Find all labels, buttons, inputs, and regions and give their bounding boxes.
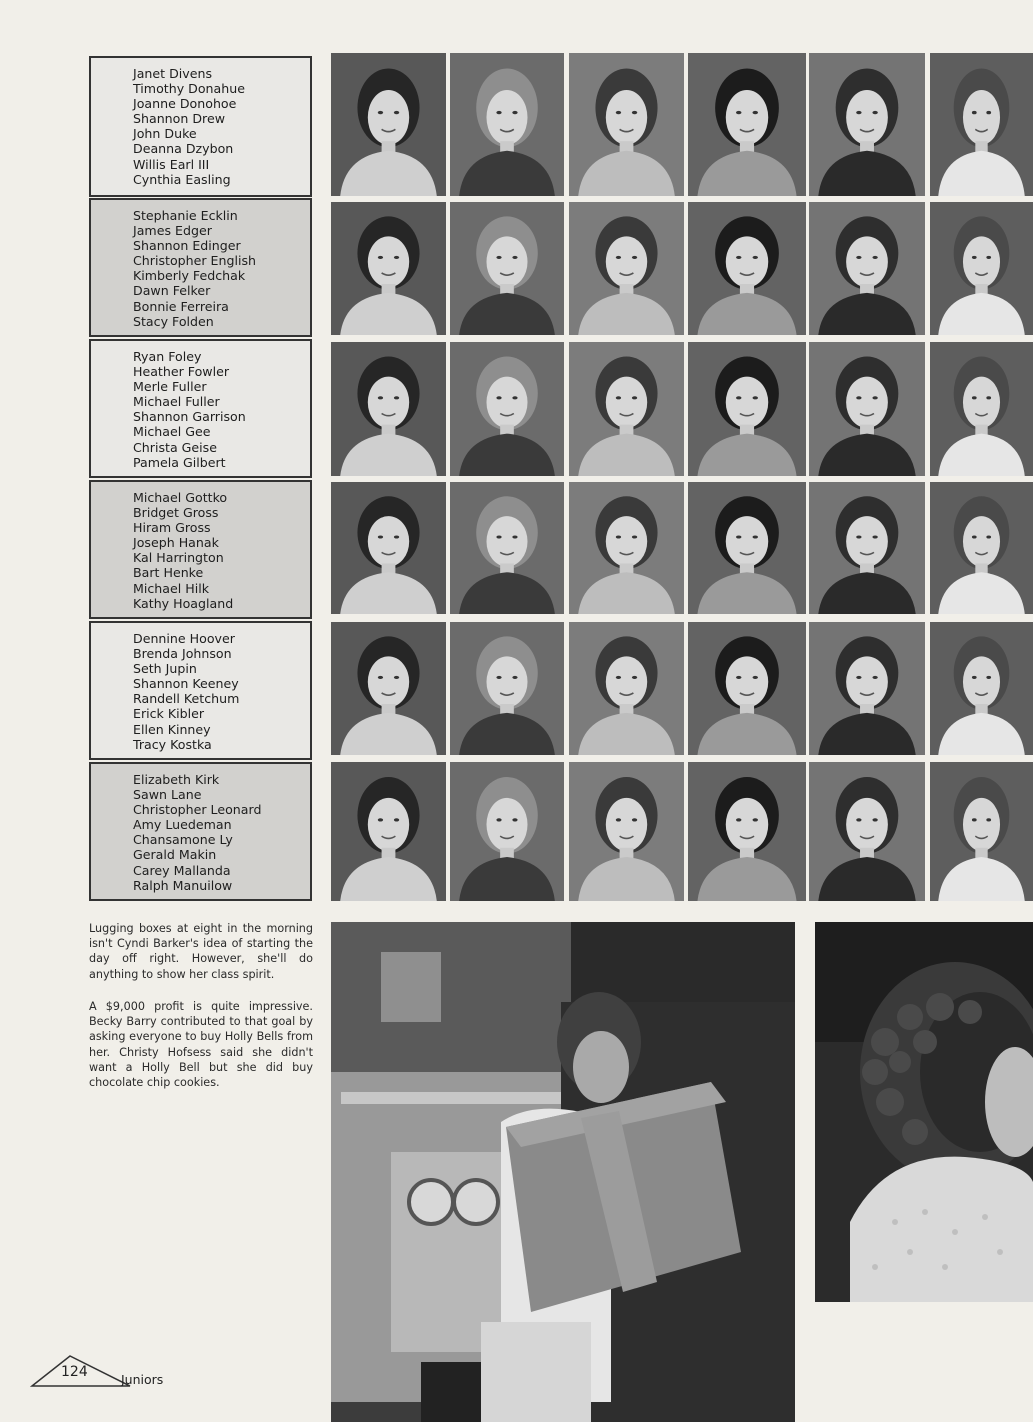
student-name: Amy Luedeman <box>133 817 232 833</box>
student-name: Brenda Johnson <box>133 646 232 662</box>
student-portrait <box>688 53 806 196</box>
student-portrait <box>331 622 446 755</box>
student-name: Dawn Felker <box>133 283 211 299</box>
student-portrait <box>809 622 925 755</box>
student-portrait <box>569 53 684 196</box>
page-number: 124 <box>61 1364 88 1380</box>
student-portrait <box>331 53 446 196</box>
student-portrait <box>569 342 684 476</box>
student-name: Michael Fuller <box>133 394 220 410</box>
student-portrait <box>809 202 925 335</box>
student-portrait <box>569 482 684 614</box>
student-name: Stephanie Ecklin <box>133 208 238 223</box>
student-portrait <box>809 53 925 196</box>
student-name: Shannon Garrison <box>133 409 246 425</box>
name-panel <box>89 56 312 197</box>
student-portrait <box>688 342 806 476</box>
student-name: Shannon Edinger <box>133 238 241 254</box>
student-name: Ralph Manuilow <box>133 877 233 893</box>
student-name: Bonnie Ferreira <box>133 298 229 314</box>
student-name: Randell Ketchum <box>133 691 240 707</box>
student-name: Merle Fuller <box>133 379 207 395</box>
student-portrait <box>930 482 1033 614</box>
student-portrait <box>331 482 446 614</box>
student-portrait <box>688 482 806 614</box>
student-portrait <box>450 762 564 901</box>
student-name: Tracy Kostka <box>133 736 212 752</box>
student-name: Pamela Gilbert <box>133 454 226 470</box>
student-name: Gerald Makin <box>133 847 217 863</box>
page-folio <box>30 1354 210 1394</box>
student-name: Sawn Lane <box>133 787 202 803</box>
student-portrait <box>331 202 446 335</box>
student-name: Willis Earl III <box>133 156 210 172</box>
caption-holly-bells: A $9,000 profit is quite impressive. Becky Barry contributed to that goal by asking everyone to buy Holly Bells from her. Christy Hofsess said she didn't want a Holly Bell but she did buy chocolate chip cookies. <box>89 1000 313 1090</box>
student-name: Shannon Keeney <box>133 676 239 692</box>
student-name: Shannon Drew <box>133 111 225 127</box>
student-name: Janet Divens <box>133 66 213 81</box>
student-portrait <box>450 202 564 335</box>
photo-curly-hair <box>815 922 1033 1302</box>
name-panel <box>89 480 312 619</box>
student-portrait <box>930 342 1033 476</box>
student-name: Kimberly Fedchak <box>133 268 246 284</box>
student-portrait <box>450 53 564 196</box>
student-name: Dennine Hoover <box>133 631 235 646</box>
name-panel <box>89 762 312 901</box>
student-portrait <box>809 342 925 476</box>
student-name: Ryan Foley <box>133 349 202 364</box>
student-name: Chansamone Ly <box>133 832 233 848</box>
student-name: Cynthia Easling <box>133 171 231 187</box>
student-name: Bart Henke <box>133 565 204 581</box>
student-name: Michael Hilk <box>133 580 209 596</box>
student-name: Seth Jupin <box>133 661 197 677</box>
student-name: Michael Gee <box>133 424 211 440</box>
student-portrait <box>450 622 564 755</box>
student-name: Joanne Donohoe <box>133 96 237 112</box>
student-name: Kathy Hoagland <box>133 595 234 611</box>
student-portrait <box>930 622 1033 755</box>
student-portrait <box>930 53 1033 196</box>
student-portrait <box>331 342 446 476</box>
student-name: Christa Geise <box>133 439 217 455</box>
student-portrait <box>688 762 806 901</box>
student-portrait <box>569 762 684 901</box>
student-name: Heather Fowler <box>133 364 230 380</box>
student-name: Elizabeth Kirk <box>133 772 220 787</box>
student-name: Christopher Leonard <box>133 802 262 818</box>
student-name: Bridget Gross <box>133 505 219 521</box>
student-portrait <box>688 622 806 755</box>
student-name: Deanna Dzybon <box>133 141 234 157</box>
student-name: James Edger <box>133 223 212 239</box>
name-panel <box>89 621 312 760</box>
student-portrait <box>809 762 925 901</box>
student-name: Christopher English <box>133 253 257 269</box>
name-panel <box>89 339 312 478</box>
caption-box-carrying: Lugging boxes at eight in the morning isn't Cyndi Barker's idea of starting the day off right. However, she'll do anything to show her class spirit. <box>89 922 313 981</box>
student-name: Stacy Folden <box>133 313 214 329</box>
student-portrait <box>930 202 1033 335</box>
student-name: Kal Harrington <box>133 550 224 566</box>
name-panel <box>89 198 312 337</box>
student-portrait <box>688 202 806 335</box>
student-name: Timothy Donahue <box>133 81 245 97</box>
student-name: Ellen Kinney <box>133 721 211 737</box>
student-name: Carey Mallanda <box>133 862 231 878</box>
student-name: Joseph Hanak <box>133 535 219 551</box>
student-portrait <box>450 342 564 476</box>
student-portrait <box>569 202 684 335</box>
student-portrait <box>569 622 684 755</box>
student-name: John Duke <box>133 126 197 142</box>
student-name: Hiram Gross <box>133 520 211 536</box>
student-portrait <box>809 482 925 614</box>
student-portrait <box>450 482 564 614</box>
student-name: Erick Kibler <box>133 706 205 722</box>
student-portrait <box>331 762 446 901</box>
photo-box-carrying <box>331 922 795 1422</box>
student-name: Michael Gottko <box>133 490 228 505</box>
section-name: Juniors <box>121 1372 164 1387</box>
student-portrait <box>930 762 1033 901</box>
